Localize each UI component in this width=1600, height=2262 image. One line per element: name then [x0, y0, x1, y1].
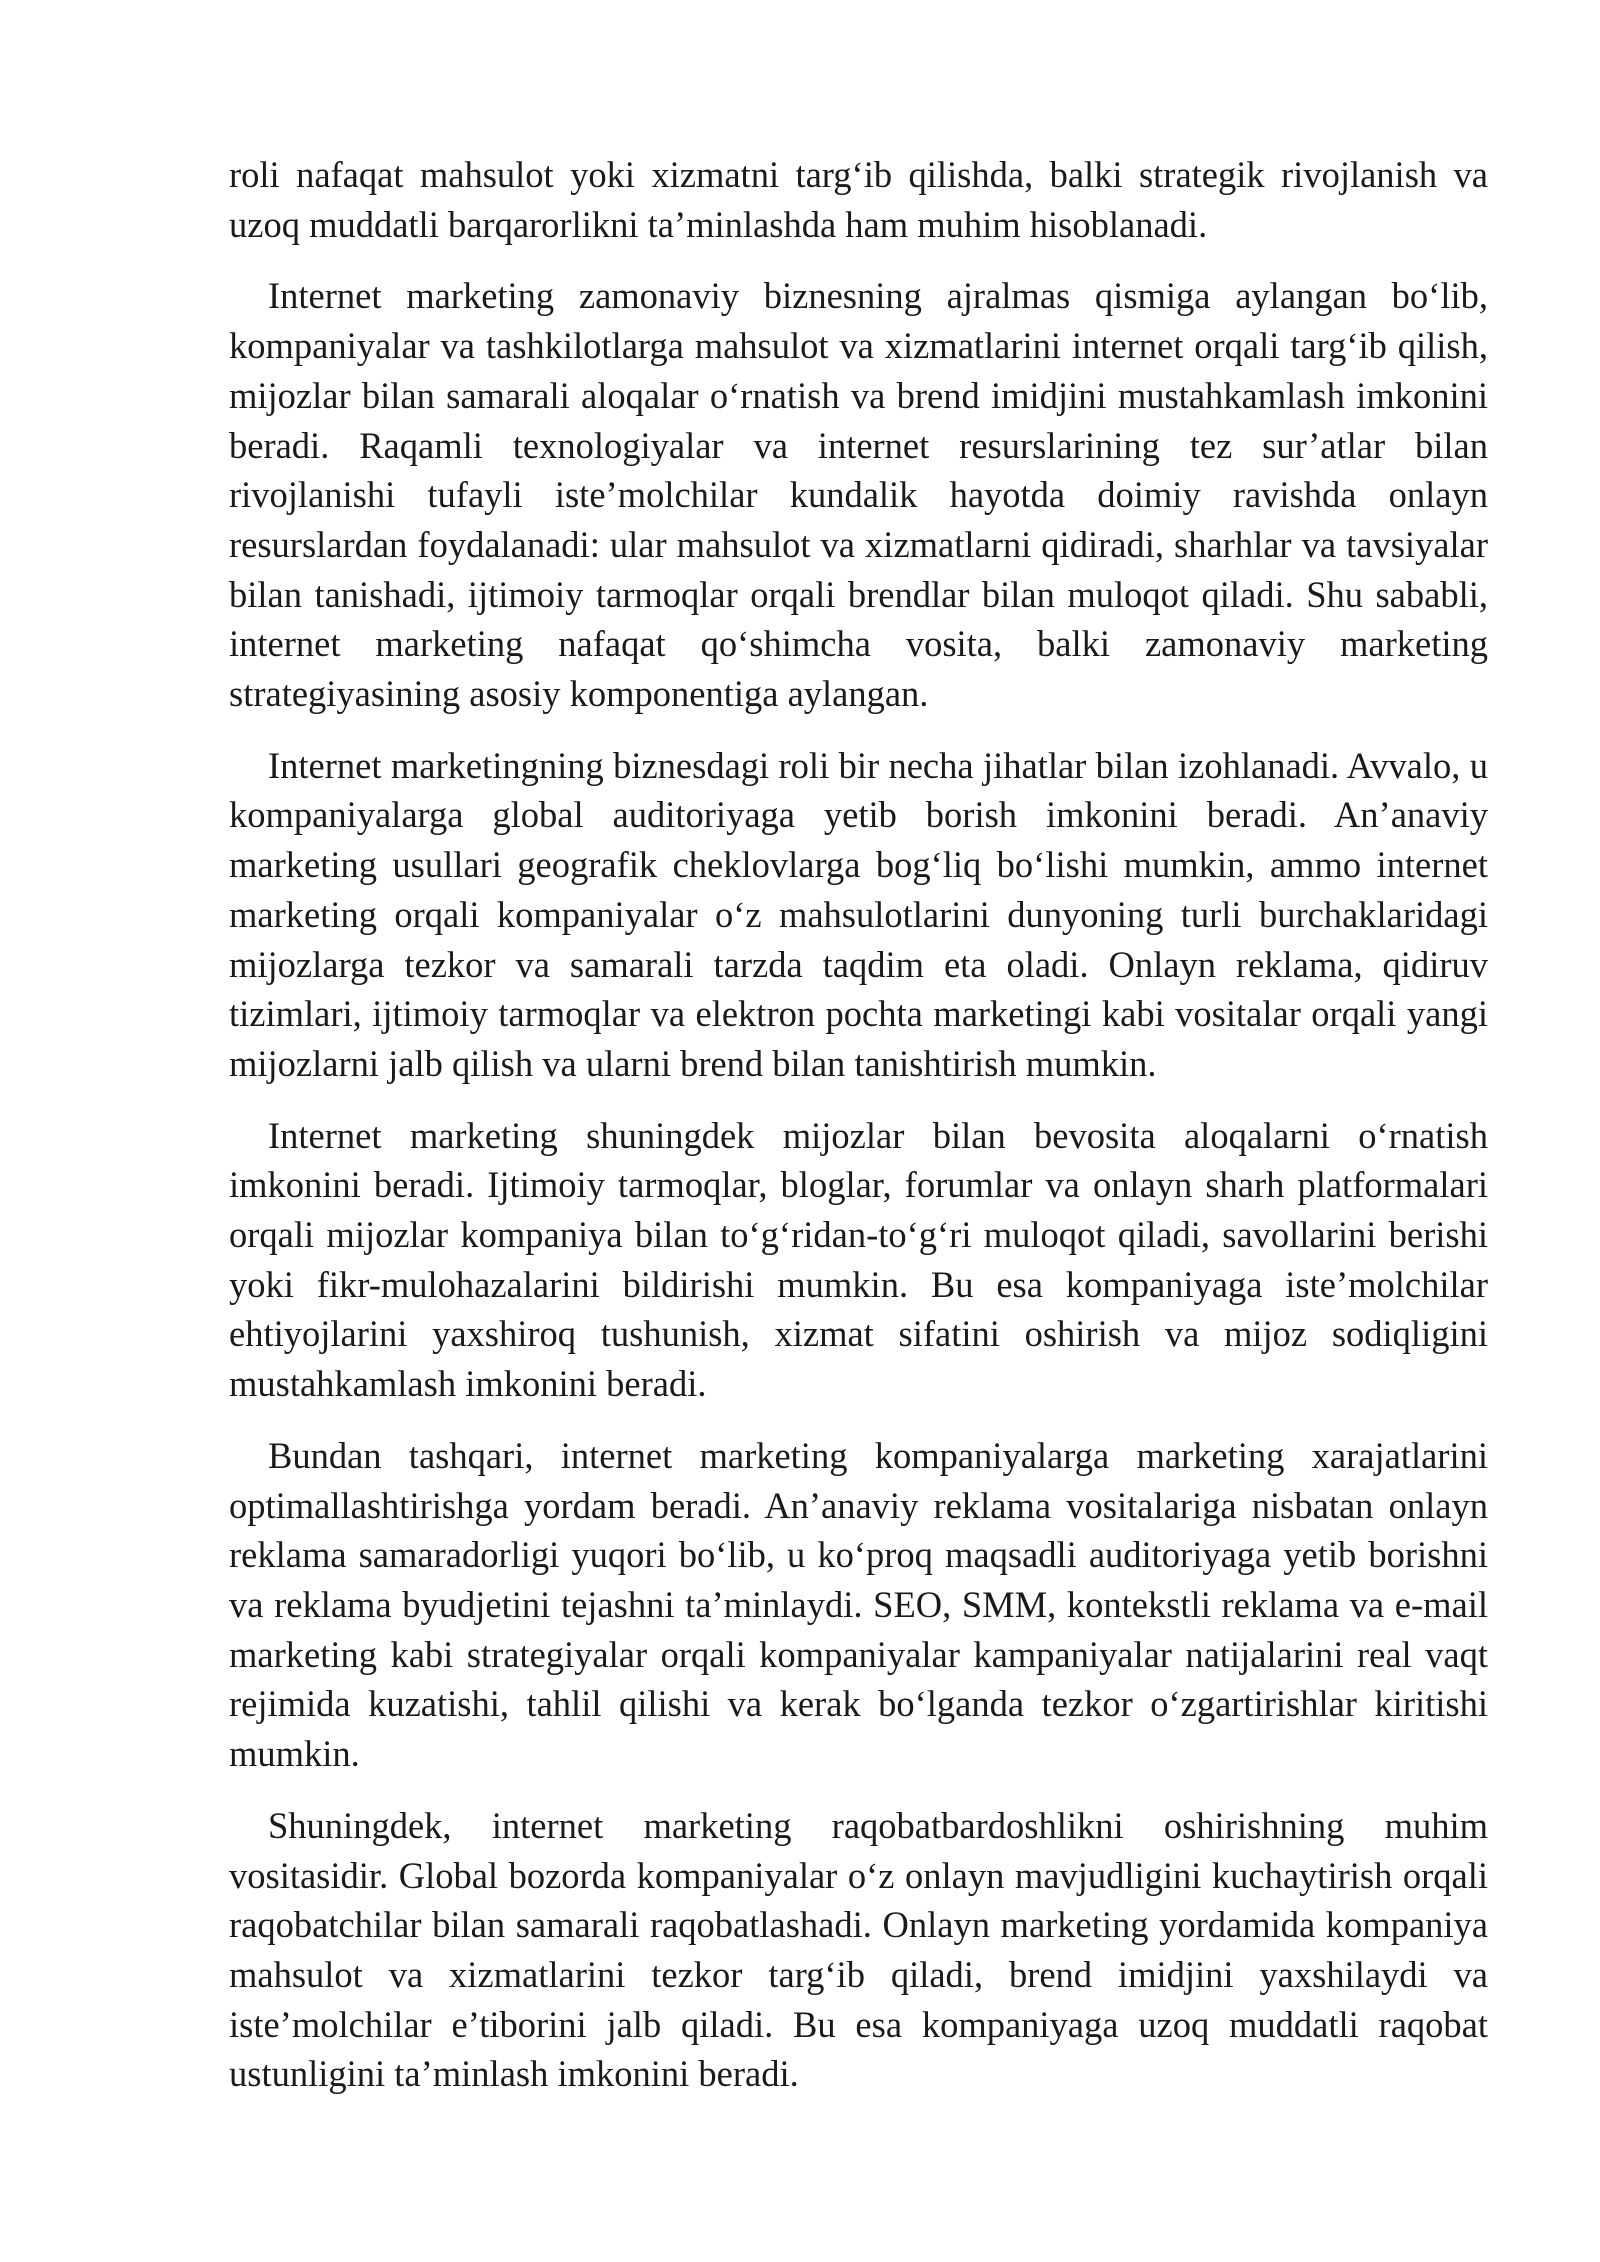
paragraph-role-in-business: Internet marketingning biznesdagi roli bir necha jihatlar bilan izohlanadi. Avvalo, u kompaniyalarga global auditoriyaga yetib borish imkonini beradi. An’anaviy marketing usullari geografik cheklovlarga bog‘liq bo‘lishi mumkin, ammo internet marketing orqali kompaniyalar o‘z mahsulotlarini dunyoning turli burchaklaridagi mijozlarga tezkor va samarali tarzda taqdim eta oladi. Onlayn reklama, qidiruv tizimlari, ijtimoiy tarmoqlar va elektron pochta marketingi kabi vositalar orqali yangi mijozlarni jalb qilish va ularni brend bilan tanishtirish mumkin. [229, 744, 1488, 1084]
paragraph-cost-optimization: Bundan tashqari, internet marketing kompaniyalarga marketing xarajatlarini optimallashtirishga yordam beradi. An’anaviy reklama vositalariga nisbatan onlayn reklama samaradorligi yuqori bo‘lib, u ko‘proq maqsadli auditoriyaga yetib borishni va reklama byudjetini tejashni ta’minlaydi. SEO, SMM, kontekstli reklama va e-mail marketing kabi strategiyalar orqali kompaniyalar kampaniyalar natijalarini real vaqt rejimida kuzatishi, tahlil qilishi va kerak bo‘lganda tezkor o‘zgartirishlar kiritishi mumkin. [229, 1434, 1488, 1775]
document-page [229, 150, 1488, 2121]
paragraph-continuation: roli nafaqat mahsulot yoki xizmatni targ‘ib qilishda, balki strategik rivojlanish va uzoq muddatli barqarorlikni ta’minlashda ham muhim hisoblanadi. [229, 154, 1488, 245]
paragraph-customer-relations: Internet marketing shuningdek mijozlar bilan bevosita aloqalarni o‘rnatish imkonini beradi. Ijtimoiy tarmoqlar, bloglar, forumlar va onlayn sharh platformalari orqali mijozlar kompaniya bilan to‘g‘ridan-to‘g‘ri muloqot qiladi, savollarini berishi yoki fikr-mulohazalarini bildirishi mumkin. Bu esa kompaniyaga iste’molchilar ehtiyojlarini yaxshiroq tushunish, xizmat sifatini oshirish va mijoz sodiqligini mustahkamlash imkonini beradi. [229, 1114, 1488, 1405]
paragraph-internet-marketing-intro: Internet marketing zamonaviy biznesning ajralmas qismiga aylangan bo‘lib, kompaniyalar va tashkilotlarga mahsulot va xizmatlarini internet orqali targ‘ib qilish, mijozlar bilan samarali aloqalar o‘rnatish va brend imidjini mustahkamlash imkonini beradi. Raqamli texnologiyalar va internet resurslarining tez sur’atlar bilan rivojlanishi tufayli iste’molchilar kundalik hayotda doimiy ravishda onlayn resurslardan foydalanadi: ular mahsulot va xizmatlarni qidiradi, sharhlar va tavsiyalar bilan tanishadi, ijtimoiy tarmoqlar orqali brendlar bilan muloqot qiladi. Shu sababli, internet marketing nafaqat qo‘shimcha vosita, balki zamonaviy marketing strategiyasining asosiy komponentiga aylangan. [229, 275, 1488, 715]
paragraph-competitiveness: Shuningdek, internet marketing raqobatbardoshlikni oshirishning muhim vositasidir. Global bozorda kompaniyalar o‘z onlayn mavjudligini kuchaytirish orqali raqobatchilar bilan samarali raqobatlashadi. Onlayn marketing yordamida kompaniya mahsulot va xizmatlarini tezkor targ‘ib qiladi, brend imidjini yaxshilaydi va iste’molchilar e’tiborini jalb qiladi. Bu esa kompaniyaga uzoq muddatli raqobat ustunligini ta’minlash imkonini beradi. [229, 1804, 1488, 2095]
